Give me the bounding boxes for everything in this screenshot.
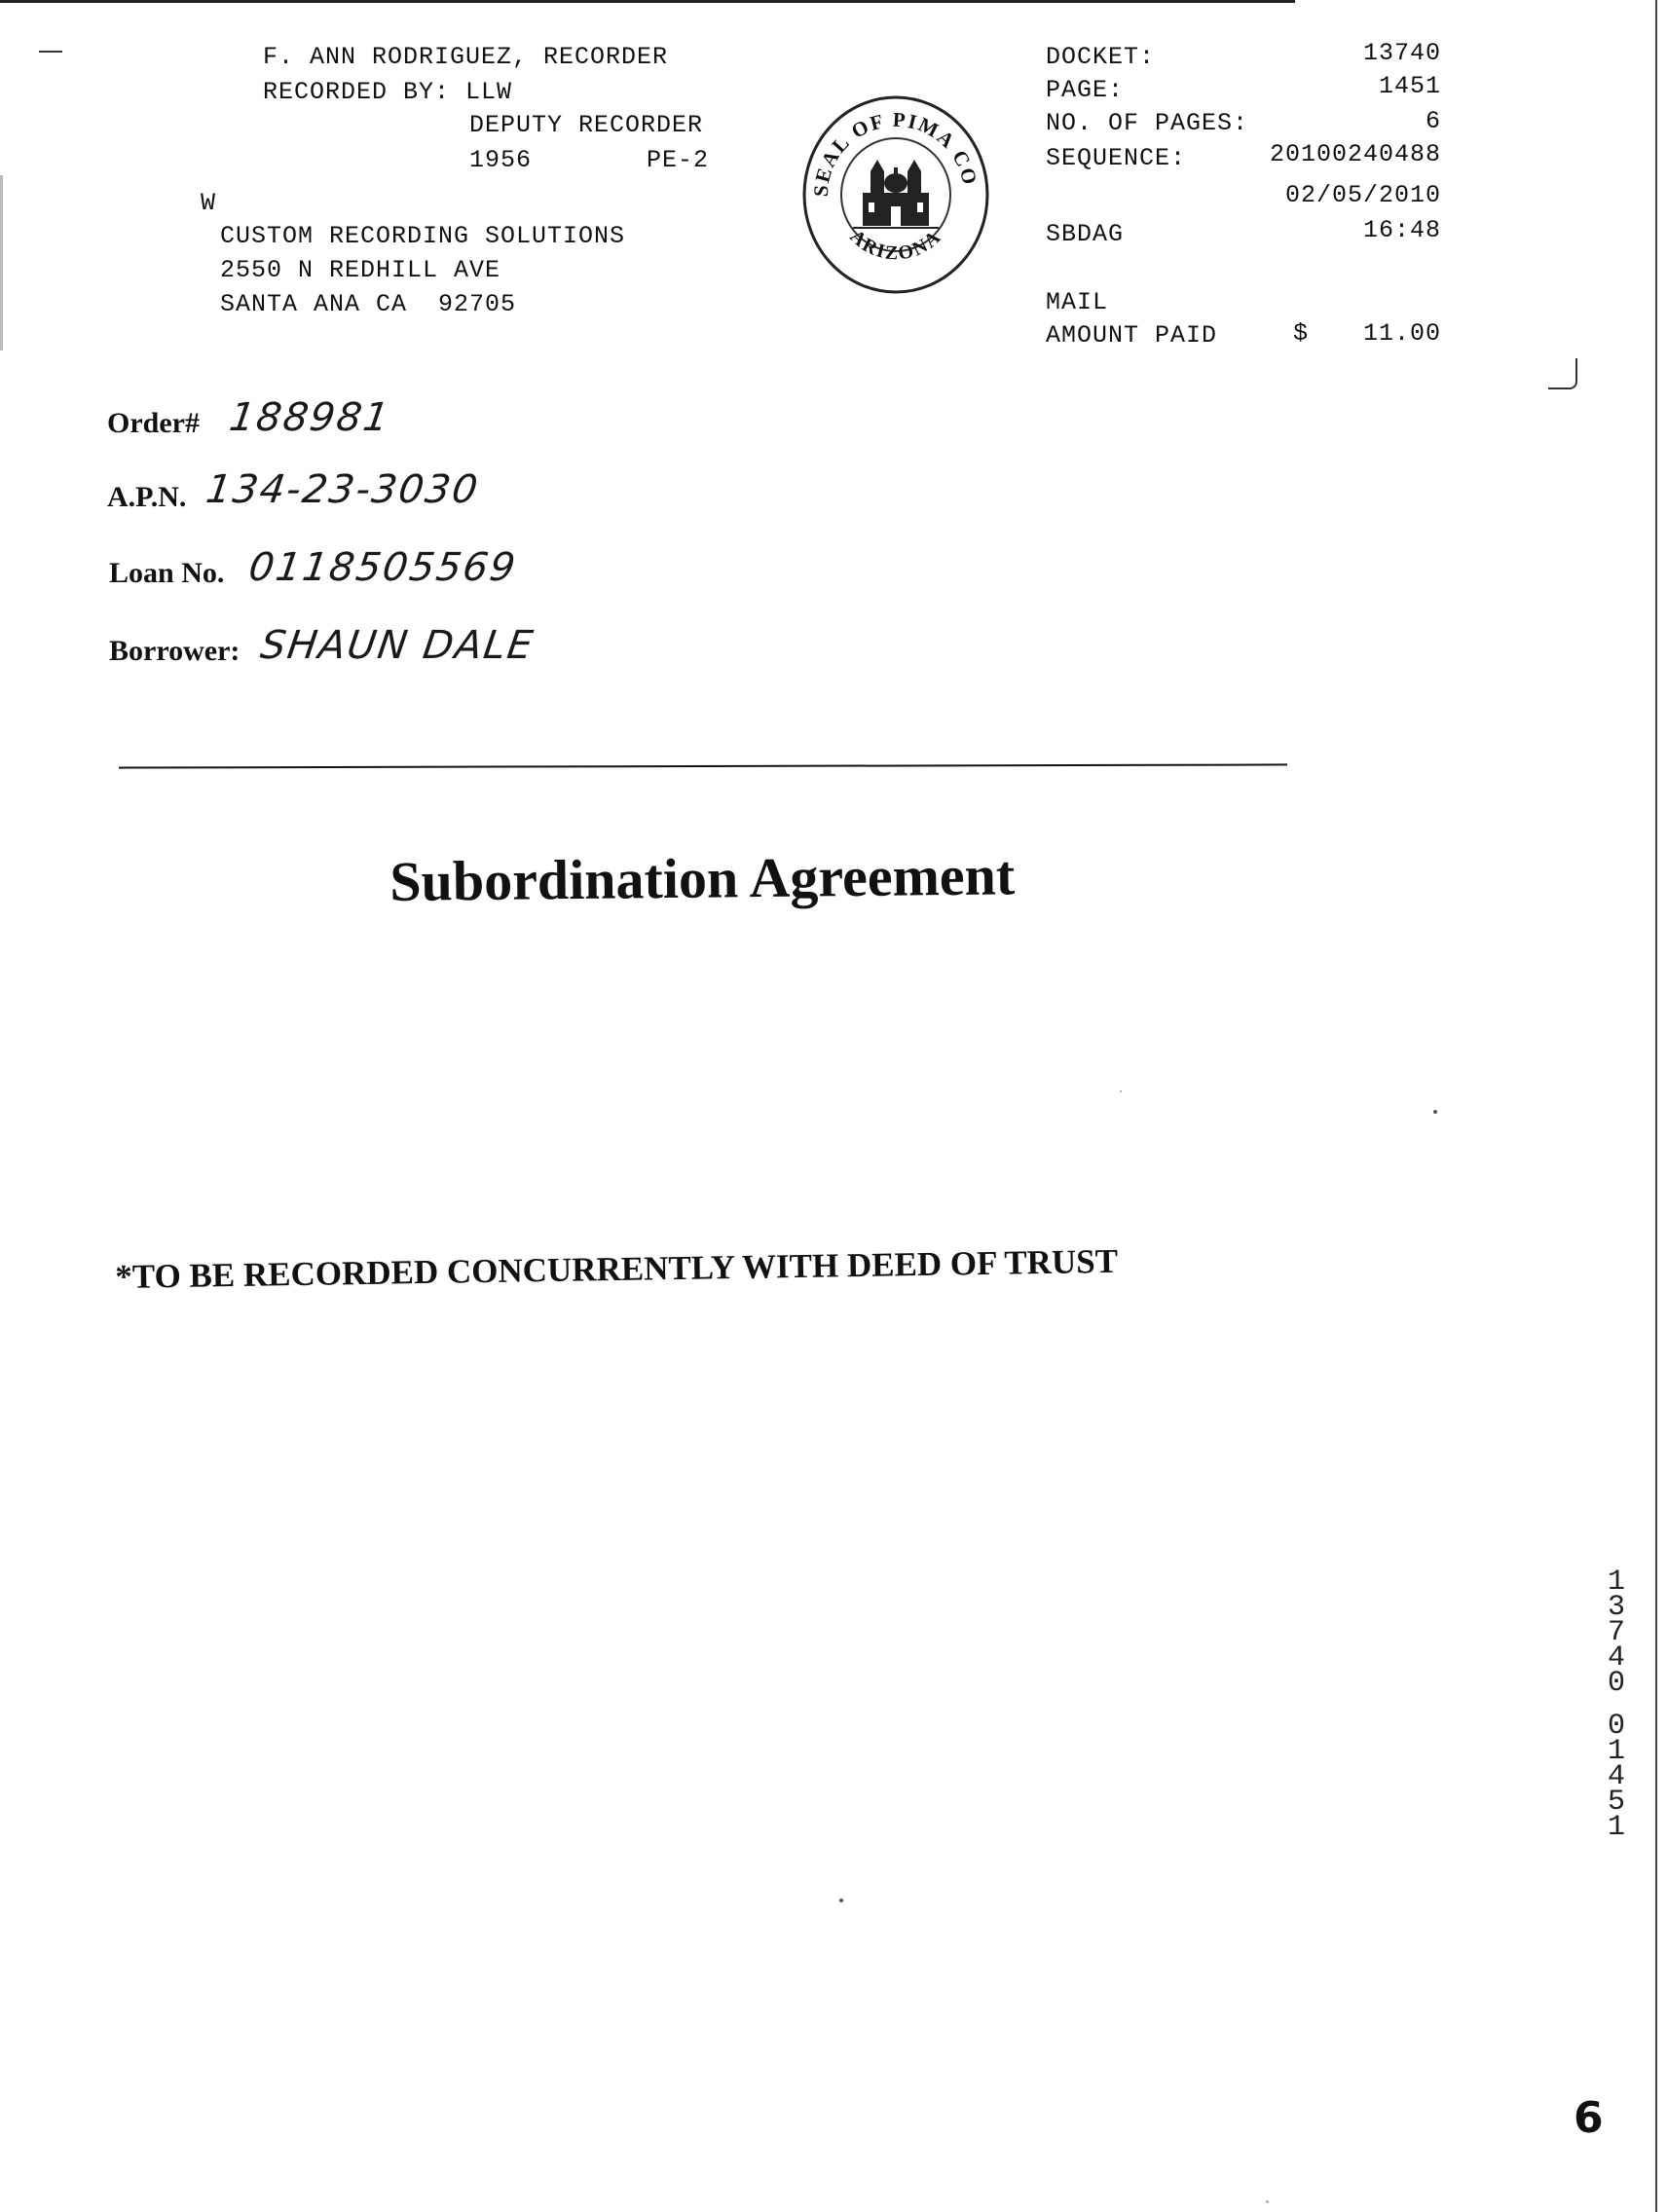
- recorder-name: F. ANN RODRIGUEZ, RECORDER: [263, 43, 669, 71]
- scan-right-edge: [1655, 0, 1657, 2212]
- amount-label: AMOUNT PAID: [1046, 321, 1218, 350]
- stamp-digit: 5: [1607, 1786, 1625, 1819]
- recording-notice: *TO BE RECORDED CONCURRENTLY WITH DEED OF TRUST: [115, 1241, 1119, 1296]
- order-number: 188981: [226, 395, 393, 440]
- recorder-code-right: PE-2: [647, 146, 710, 174]
- pages-label: NO. OF PAGES:: [1046, 109, 1249, 137]
- scan-speck: [839, 1899, 843, 1902]
- stamp-digit: 4: [1607, 1760, 1625, 1793]
- corner-dash-mark: [39, 51, 62, 53]
- margin-docket-page-stamp: [1597, 1566, 1636, 1844]
- order-label: Order#: [107, 407, 200, 439]
- borrower-label: Borrower:: [109, 635, 241, 667]
- sequence-value: 20100240488: [1269, 140, 1441, 168]
- stamp-digit: 1: [1607, 1811, 1625, 1844]
- borrower-name: SHAUN DALE: [257, 623, 537, 668]
- amount-value: 11.00: [1362, 319, 1441, 348]
- stamp-digit: 3: [1607, 1591, 1625, 1624]
- recording-time: 16:48: [1362, 216, 1441, 244]
- recording-date: 02/05/2010: [1284, 181, 1441, 209]
- return-city: SANTA ANA CA 92705: [220, 290, 517, 318]
- seal-top-text: SEAL OF PIMA CO: [808, 107, 982, 198]
- horizontal-rule: [119, 763, 1287, 768]
- scan-left-edge: [0, 175, 3, 350]
- svg-text:ARIZONA: [846, 226, 946, 265]
- stamp-digit: 0: [1607, 1710, 1625, 1743]
- return-street: 2550 N REDHILL AVE: [220, 256, 501, 284]
- document-title: Subordination Agreement: [389, 843, 1016, 913]
- apn-number: 134-23-3030: [203, 467, 483, 512]
- scan-speck: [1120, 1090, 1122, 1092]
- apn-label: A.P.N.: [107, 481, 187, 513]
- scan-speck: [1433, 1110, 1437, 1114]
- loan-label: Loan No.: [109, 557, 225, 589]
- return-company: CUSTOM RECORDING SOLUTIONS: [220, 222, 626, 250]
- docket-value: 13740: [1362, 39, 1441, 67]
- scan-speck: [1266, 2200, 1269, 2203]
- code-label: SBDAG: [1046, 220, 1125, 248]
- currency-symbol: $: [1293, 319, 1310, 348]
- page-marker: 6: [1574, 2093, 1604, 2143]
- docket-label: DOCKET:: [1046, 43, 1156, 71]
- page-label: PAGE:: [1046, 76, 1125, 104]
- recorder-code-left: 1956: [469, 146, 533, 174]
- stamp-digit: 0: [1607, 1667, 1625, 1700]
- sequence-label: SEQUENCE:: [1046, 144, 1187, 172]
- deputy-recorder: DEPUTY RECORDER: [469, 111, 704, 139]
- scan-top-edge: [0, 0, 1295, 3]
- mail-label: MAIL: [1046, 288, 1109, 316]
- return-initial: W: [201, 189, 217, 217]
- loan-number: 0118505569: [245, 545, 520, 590]
- pima-county-seal: [798, 86, 993, 300]
- scan-bracket-mark: [1548, 358, 1577, 389]
- stamp-digit: 1: [1607, 1735, 1625, 1768]
- stamp-digit: 7: [1607, 1616, 1625, 1649]
- stamp-digit: 4: [1607, 1641, 1625, 1675]
- seal-bottom-text: ARIZONA: [845, 225, 946, 265]
- page-value: 1451: [1378, 72, 1441, 100]
- stamp-digit: 1: [1607, 1566, 1625, 1599]
- pages-value: 6: [1425, 107, 1441, 135]
- recorded-by: RECORDED BY: LLW: [263, 78, 513, 106]
